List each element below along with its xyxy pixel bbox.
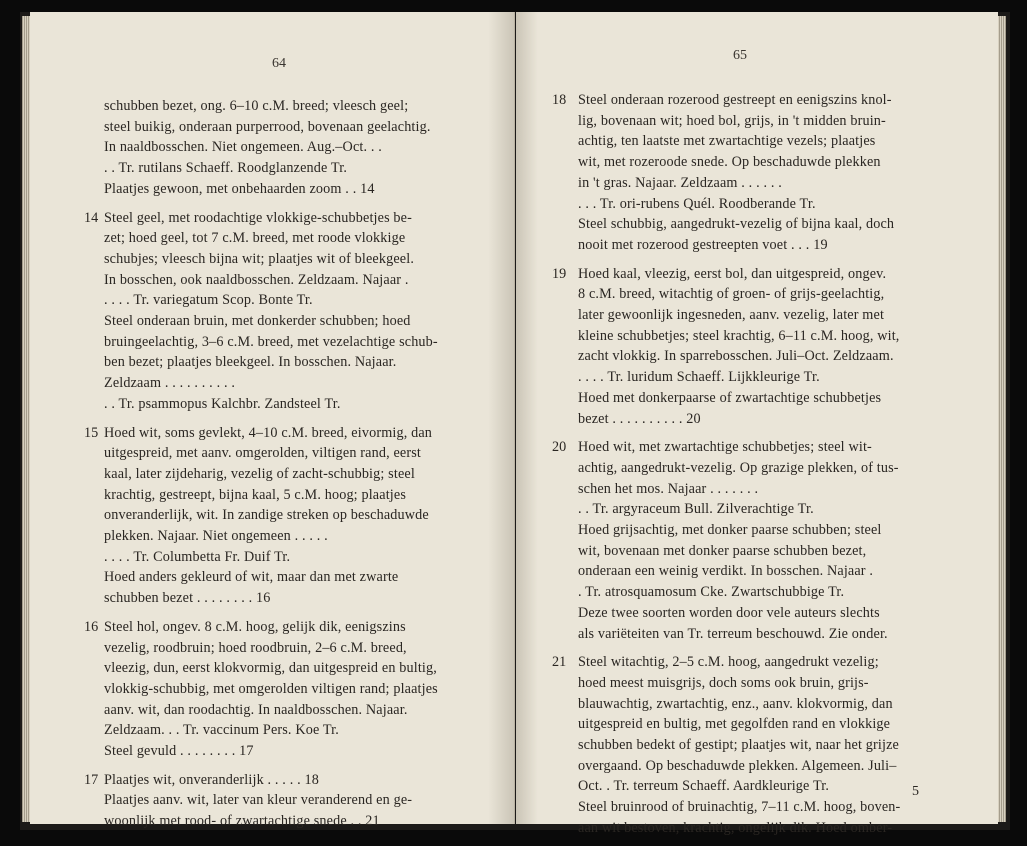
text-line: plekken. Najaar. Niet ongemeen . . . . . [104,528,328,544]
text-line: schubben bedekt of gestipt; plaatjes wit, naar het grijze [578,737,899,753]
text-line: later gewoonlijk ingesneden, aanv. vezelig, later met [578,307,885,323]
text-line: bezet . . . . . . . . . . 20 [578,410,701,427]
text-line: kaal, later zijdeharig, vezelig of zacht-schubbig; steel [104,465,415,482]
page-edges-left [22,16,30,822]
text-line: In bosschen, ook naaldbosschen. Zeldzaam. Najaar . [104,271,409,288]
text-line: 8 c.M. breed, witachtig of groen- of grijs-geelachtig, [578,286,885,303]
text-line: . . . . Tr. luridum Schaeff. Lijkkleurige Tr. [578,369,820,386]
text-line: achtig, ten laatste met zwartachtige vezels; plaatjes [578,133,876,150]
text-line: onveranderlijk, wit. In zandige streken op beschaduwde [104,507,429,524]
text-line: . . . . Tr. variegatum Scop. Bonte Tr. [104,292,313,309]
entry-number: 17 [84,771,99,788]
left-page [30,12,515,830]
entry-number: 14 [84,209,99,226]
text-line: uitgespreid en bultig, met gegolfden rand en vlokkige [578,716,891,733]
entry-number: 21 [552,654,567,671]
text-line: Deze twee soorten worden door vele auteurs slechts [578,604,880,621]
text-line: krachtig, gestreept, bijna kaal, 5 c.M. hoog; plaatjes [104,486,407,503]
text-line: aanv. wit, dan roodachtig. In naaldbosschen. Najaar. [104,701,408,718]
text-line: Plaatjes wit, onveranderlijk . . . . . 18 [104,771,319,788]
text-line: schubben bezet . . . . . . . . 16 [104,590,271,607]
text-line: schen het mos. Najaar . . . . . . . [578,480,759,497]
page-number: 65 [733,48,747,63]
text-line: blauwachtig, zwartachtig, enz., aanv. klokvormig, dan [578,695,893,712]
text-line: Hoed wit, soms gevlekt, 4–10 c.M. breed, eivormig, dan [104,424,433,441]
entry-number: 19 [552,265,567,282]
signature-mark: 5 [912,784,919,799]
text-line: wit, met rozeroode snede. Op beschaduwde plekken [578,154,881,171]
text-line: In naaldbosschen. Niet ongemeen. Aug.–Oct. . . [104,139,382,156]
text-line: . . Tr. rutilans Schaeff. Roodglanzende Tr. [104,160,348,177]
page-number: 64 [272,56,286,71]
entry-number: 18 [552,92,567,108]
text-line: woonlijk met rood- of zwartachtige snede . . 21 [104,813,380,830]
text-line: Hoed grijsachtig, met donker paarse schubben; steel [578,522,882,538]
text-line: ben bezet; plaatjes bleekgeel. In bosschen. Najaar. [104,354,397,371]
page-edges-right [998,16,1006,822]
text-line: aan wit bestoven, krachtig, ongelijk dik. Hoed omber- [578,819,893,836]
text-line: zacht vlokkig. In sparrebosschen. Juli–Oct. Zeldzaam. [578,348,894,365]
text-line: in 't gras. Najaar. Zeldzaam . . . . . . [578,174,782,191]
text-line: Steel bruinrood of bruinachtig, 7–11 c.M. hoog, boven- [578,799,901,816]
text-line: als variëteiten van Tr. terreum beschouwd. Zie onder. [578,625,888,642]
text-line: kleine schubbetjes; steel krachtig, 6–11 c.M. hoog, wit, [578,327,900,344]
text-line: Zeldzaam. . . Tr. vaccinum Pers. Koe Tr. [104,722,339,739]
text-line: uitgespreid, met aanv. omgerolden, viltigen rand, eerst [104,445,421,462]
text-line: . Tr. atrosquamosum Cke. Zwartschubbige Tr. [578,584,845,601]
text-line: wit, bovenaan met donker paarse schubben bezet, [578,542,867,559]
text-line: vlokkig-schubbig, met omgerolden viltigen rand; plaatjes [104,680,438,697]
text-line: Steel onderaan bruin, met donkerder schubben; hoed [104,313,411,329]
text-line: . . . . Tr. Columbetta Fr. Duif Tr. [104,548,291,565]
text-line: overgaand. Op beschaduwde plekken. Algemeen. Juli– [578,757,897,774]
text-line: Zeldzaam . . . . . . . . . . [104,375,236,392]
text-line: achtig, aangedrukt-vezelig. Op grazige plekken, of tus- [578,459,899,476]
text-line: lig, bovenaan wit; hoed bol, grijs, in 't midden bruin- [578,112,886,129]
entry-number: 16 [84,618,99,635]
text-line: Hoed wit, met zwartachtige schubbetjes; steel wit- [578,439,872,456]
text-line: vezelig, roodbruin; hoed roodbruin, 2–6 c.M. breed, [104,639,407,656]
text-line: . . . Tr. ori-rubens Quél. Roodberande Tr. [578,195,816,212]
text-line: . . Tr. psammopus Kalchbr. Zandsteel Tr. [104,395,341,412]
text-line: schubben bezet, ong. 6–10 c.M. breed; vleesch geel; [104,98,409,114]
text-line: vleezig, dun, eerst klokvormig, dan uitgespreid en bultig, [104,660,437,677]
text-line: schubjes; vleesch bijna wit; plaatjes wit of bleekgeel. [104,250,415,267]
text-line: hoed meest muisgrijs, doch soms ook bruin, grijs- [578,674,869,691]
text-line: Steel geel, met roodachtige vlokkige-schubbetjes be- [104,209,413,226]
text-line: Oct. . Tr. terreum Schaeff. Aardkleurige Tr. [578,778,830,795]
text-line: onderaan een weinig verdikt. In bosschen. Najaar . [578,563,874,580]
text-line: Steel gevuld . . . . . . . . 17 [104,743,254,759]
text-line: Steel onderaan rozerood gestreept en eenigszins knol- [578,92,892,108]
entry-number: 15 [84,424,99,441]
text-line: Hoed met donkerpaarse of zwartachtige schubbetjes [578,389,882,406]
text-line: Steel schubbig, aangedrukt-vezelig of bijna kaal, doch [578,216,895,233]
text-line: nooit met rozerood gestreepten voet . . . 19 [578,236,828,253]
entry-number: 20 [552,439,567,456]
text-line: bruingeelachtig, 3–6 c.M. breed, met vezelachtige schub- [104,333,438,350]
text-line: Hoed anders gekleurd of wit, maar dan met zwarte [104,569,399,586]
text-line: Hoed kaal, vleezig, eerst bol, dan uitgespreid, ongev. [578,265,887,282]
text-line: steel buikig, onderaan purperrood, bovenaan geelachtig. [104,118,431,135]
right-page [516,12,998,836]
text-line: Steel hol, ongev. 8 c.M. hoog, gelijk dik, eenigszins [104,618,406,635]
text-line: Plaatjes aanv. wit, later van kleur veranderend en ge- [104,792,413,809]
text-line: . . Tr. argyraceum Bull. Zilverachtige Tr. [578,501,814,518]
text-line: Plaatjes gewoon, met onbehaarden zoom . . 14 [104,180,375,197]
text-line: Steel witachtig, 2–5 c.M. hoog, aangedrukt vezelig; [578,654,879,671]
text-line: zet; hoed geel, tot 7 c.M. breed, met roode vlokkige [104,230,406,247]
